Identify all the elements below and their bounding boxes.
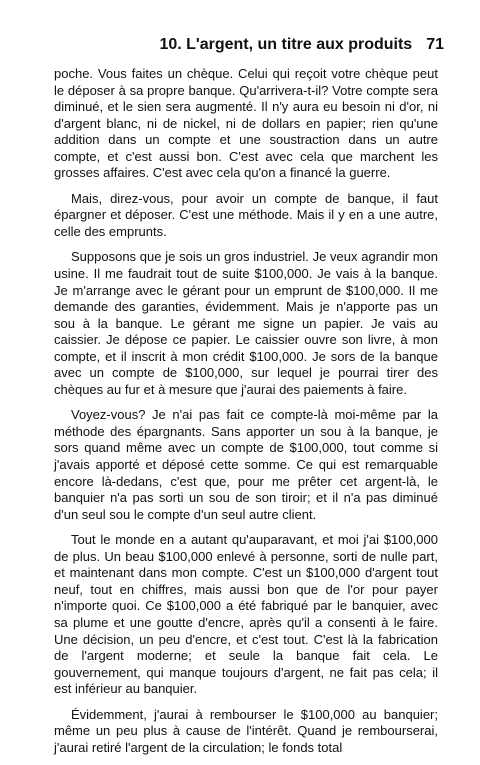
paragraph: Supposons que je sois un gros industriel. Je veux agrandir mon usine. Il me faudrait tout de suite $100,000. Je vais à la banque. Je m'arrange avec le gérant pour un emprunt de $100,000. Il me demande des garanties, évidemment. Mais je n'apporte pas un sou à la banque. Le gérant me signe un papier. Je vais au caissier. Je dépose ce papier. Le caissier ouvre son livre, à mon compte, et il inscrit à mon crédit $100,000. Je sors de la banque avec un compte de $100,000, sur lequel je pourrai tirer des chèques au fur et à mesure que j'aurai des paiements à faire. xyxy=(54,249,438,397)
paragraph: poche. Vous faites un chèque. Celui qui reçoit votre chèque peut le déposer à sa propre banque. Qu'arrivera-t-il? Votre compte sera diminué, et le sien sera augmenté. Il n'y aura eu besoin ni d'or, ni d'argent blanc, ni de nickel, ni de dollars en papier; rien qu'une addition dans un compte et une soustraction dans un autre compte, et c'est aussi bon. C'est avec cela que marchent les grosses affaires. C'est avec cela qu'on a financé la guerre. xyxy=(54,66,438,181)
book-page xyxy=(54,36,444,765)
paragraph: Évidemment, j'aurai à rembourser le $100,000 au banquier; même un peu plus à cause de l'intérêt. Quand je rembourserai, j'aurai retiré l'argent de la circulation; le fonds total xyxy=(54,706,438,755)
running-header xyxy=(54,36,444,54)
body-text xyxy=(54,66,438,756)
paragraph: Mais, direz-vous, pour avoir un compte de banque, il faut épargner et déposer. C'est une méthode. Mais il y en a une autre, celle des emprunts. xyxy=(54,190,438,239)
chapter-title: 10. L'argent, un titre aux produits xyxy=(159,36,413,53)
page-number: 71 xyxy=(426,36,444,53)
paragraph: Tout le monde en a autant qu'auparavant, et moi j'ai $100,000 de plus. Un beau $100,000 enlevé à personne, sorti de nulle part, et maintenant dans mon compte. C'est un $100,000 d'argent tout neuf, tout en chiffres, mais aussi bon que de l'or pour payer n'importe quoi. Ce $100,000 a été fabriqué par le banquier, avec sa plume et une goutte d'encre, après qu'il a consenti à le faire. Une décision, un peu d'encre, et c'est tout. C'est là la fabrication de l'argent moderne; et seule la banque fait cela. Le gouvernement, qui manque toujours d'argent, ne fait pas cela; il est inférieur au banquier. xyxy=(54,532,438,697)
paragraph: Voyez-vous? Je n'ai pas fait ce compte-là moi-même par la méthode des épargnants. Sans apporter un sou à la banque, je sors quand même avec un compte de $100,000, tout comme si j'avais apporté et déposé cette somme. Ce qui est remarquable encore là-dedans, c'est que, pour me prêter cet argent-là, le banquier n'a pas sorti un sou de son tiroir; et il n'a pas diminué d'un seul sou le compte d'un seul autre client. xyxy=(54,407,438,522)
